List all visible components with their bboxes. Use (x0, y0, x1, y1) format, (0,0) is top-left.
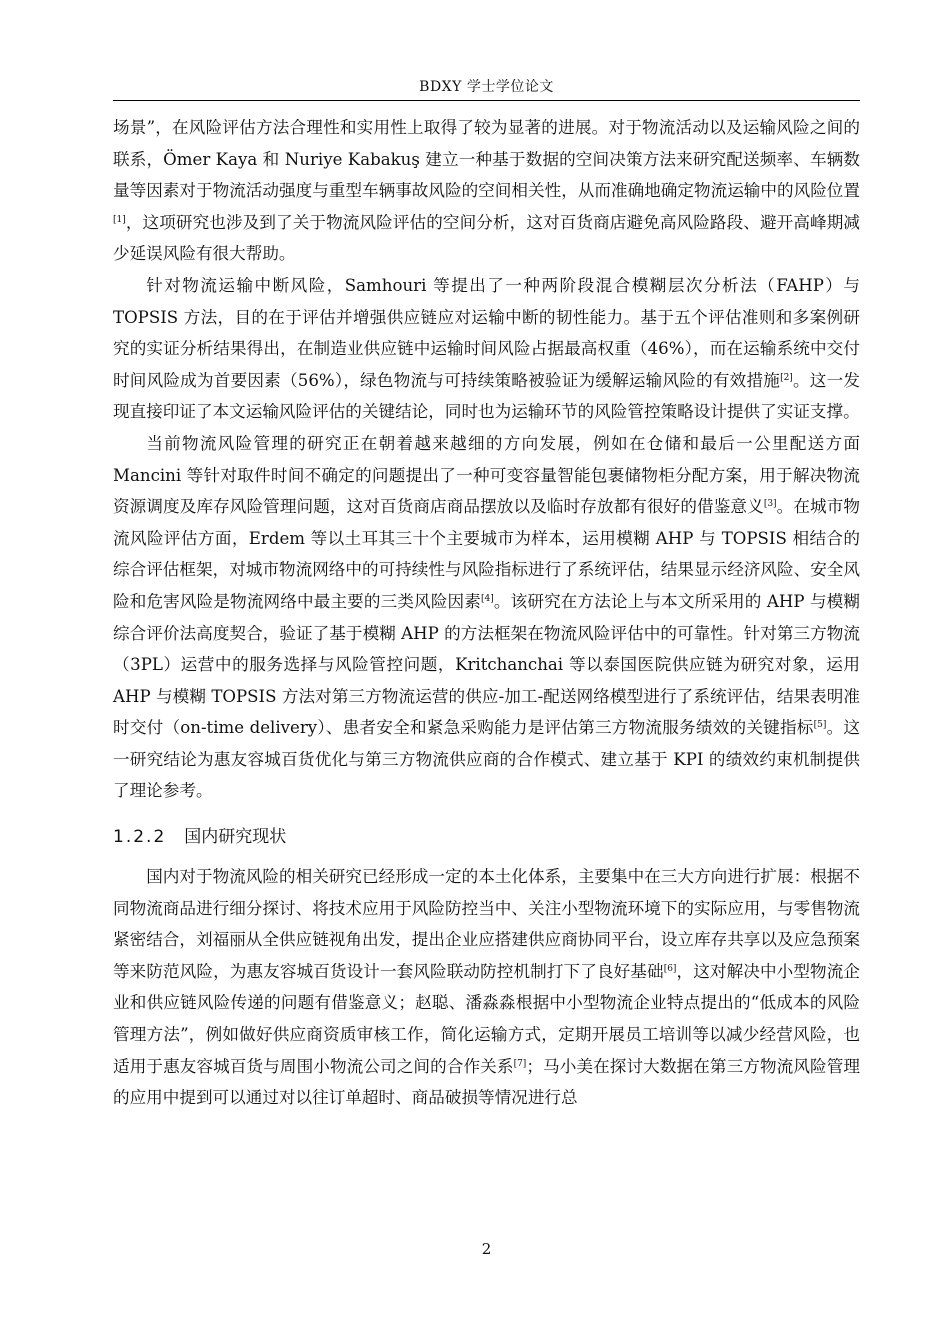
paragraph-2: 针对物流运输中断风险，Samhouri 等提出了一种两阶段混合模糊层次分析法（FAHP）与 TOPSIS 方法，目的在于评估并增强供应链应对运输中断的韧性能力。基于五个评估准则和多案例研究的实证分析结果得出，在制造业供应链中运输时间风险占据最高权重（46%），而在运输系统中交付时间风险成为首要因素（56%），绿色物流与可持续策略被验证为缓解运输风险的有效措施[2]。这一发现直接印证了本文运输风险评估的关键结论，同时也为运输环节的风险管控策略设计提供了实证支撑。 (113, 275, 860, 422)
citation-4: [4] (481, 593, 494, 604)
citation-2: [2] (780, 372, 793, 383)
paragraph-4: 国内对于物流风险的相关研究已经形成一定的本土化体系，主要集中在三大方向进行扩展：根据不同物流商品进行细分探讨、将技术应用于风险防控当中、关注小型物流环境下的实际应用，与零售物流紧密结合，刘福丽从全供应链视角出发，提出企业应搭建供应商协同平台，设立库存共享以及应急预案等来防范风险，为惠友容城百货设计一套风险联动防控机制打下了良好基础[6]，这对解决中小型物流企业和供应链风险传递的问题有借鉴意义；赵聪、潘淼淼根据中小型物流企业特点提出的“低成本的风险管理方法”，例如做好供应商资质审核工作，简化运输方式，定期开展员工培训等以减少经营风险，也适用于惠友容城百货与周围小物流公司之间的合作关系[7]；马小美在探讨大数据在第三方物流风险管理的应用中提到可以通过对以往订单超时、商品破损等情况进行总 (113, 867, 861, 1108)
citation-6: [6] (663, 963, 677, 974)
header-rule (113, 100, 860, 101)
page-body (113, 112, 860, 1114)
citation-7: [7] (513, 1058, 527, 1069)
paragraph-1: 场景”，在风险评估方法合理性和实用性上取得了较为显著的进展。对于物流活动以及运输风险之间的联系，Ömer Kaya 和 Nuriye Kabakuş 建立一种基于数据的空间决策方法来研究配送频率、车辆数量等因素对于物流活动强度与重型车辆事故风险的空间相关性，从而准确地确定物流运输中的风险位置[1]，这项研究也涉及到了关于物流风险评估的空间分析，这对百货商店避免高风险路段、避开高峰期减少延误风险有很大帮助。 (113, 118, 860, 264)
paragraph-3: 当前物流风险管理的研究正在朝着越来越细的方向发展，例如在仓储和最后一公里配送方面 Mancini 等针对取件时间不确定的问题提出了一种可变容量智能包裹储物柜分配方案，用于解决物流资源调度及库存风险管理问题，这对百货商店商品摆放以及临时存放都有很好的借鉴意义[3]。在城市物流风险评估方面，Erdem 等以土耳其三十个主要城市为样本，运用模糊 AHP 与 TOPSIS 相结合的综合评估框架，对城市物流网络中的可持续性与风险指标进行了系统评估，结果显示经济风险、安全风险和危害风险是物流网络中最主要的三类风险因素[4]。该研究在方法论上与本文所采用的 AHP 与模糊综合评价法高度契合，验证了基于模糊 AHP 的方法框架在物流风险评估中的可靠性。针对第三方物流（3PL）运营中的服务选择与风险管控问题，Kritchanchai 等以泰国医院供应链为研究对象，运用 AHP 与模糊 TOPSIS 方法对第三方物流运营的供应-加工-配送网络模型进行了系统评估，结果表明准时交付（on-time delivery）、患者安全和紧急采购能力是评估第三方物流服务绩效的关键指标[5]。这一研究结论为惠友容城百货优化与第三方物流供应商的合作模式、建立基于 KPI 的绩效约束机制提供了理论参考。 (113, 433, 860, 801)
section-title: 国内研究现状 (184, 827, 287, 848)
page-number: 2 (481, 1240, 492, 1258)
section-heading (113, 821, 860, 853)
citation-5: [5] (813, 720, 827, 731)
citation-3: [3] (763, 499, 777, 510)
running-header: BDXY 学士学位论文 (419, 79, 554, 95)
citation-1: [1] (113, 214, 126, 225)
section-number: 1.2.2 (113, 827, 167, 848)
